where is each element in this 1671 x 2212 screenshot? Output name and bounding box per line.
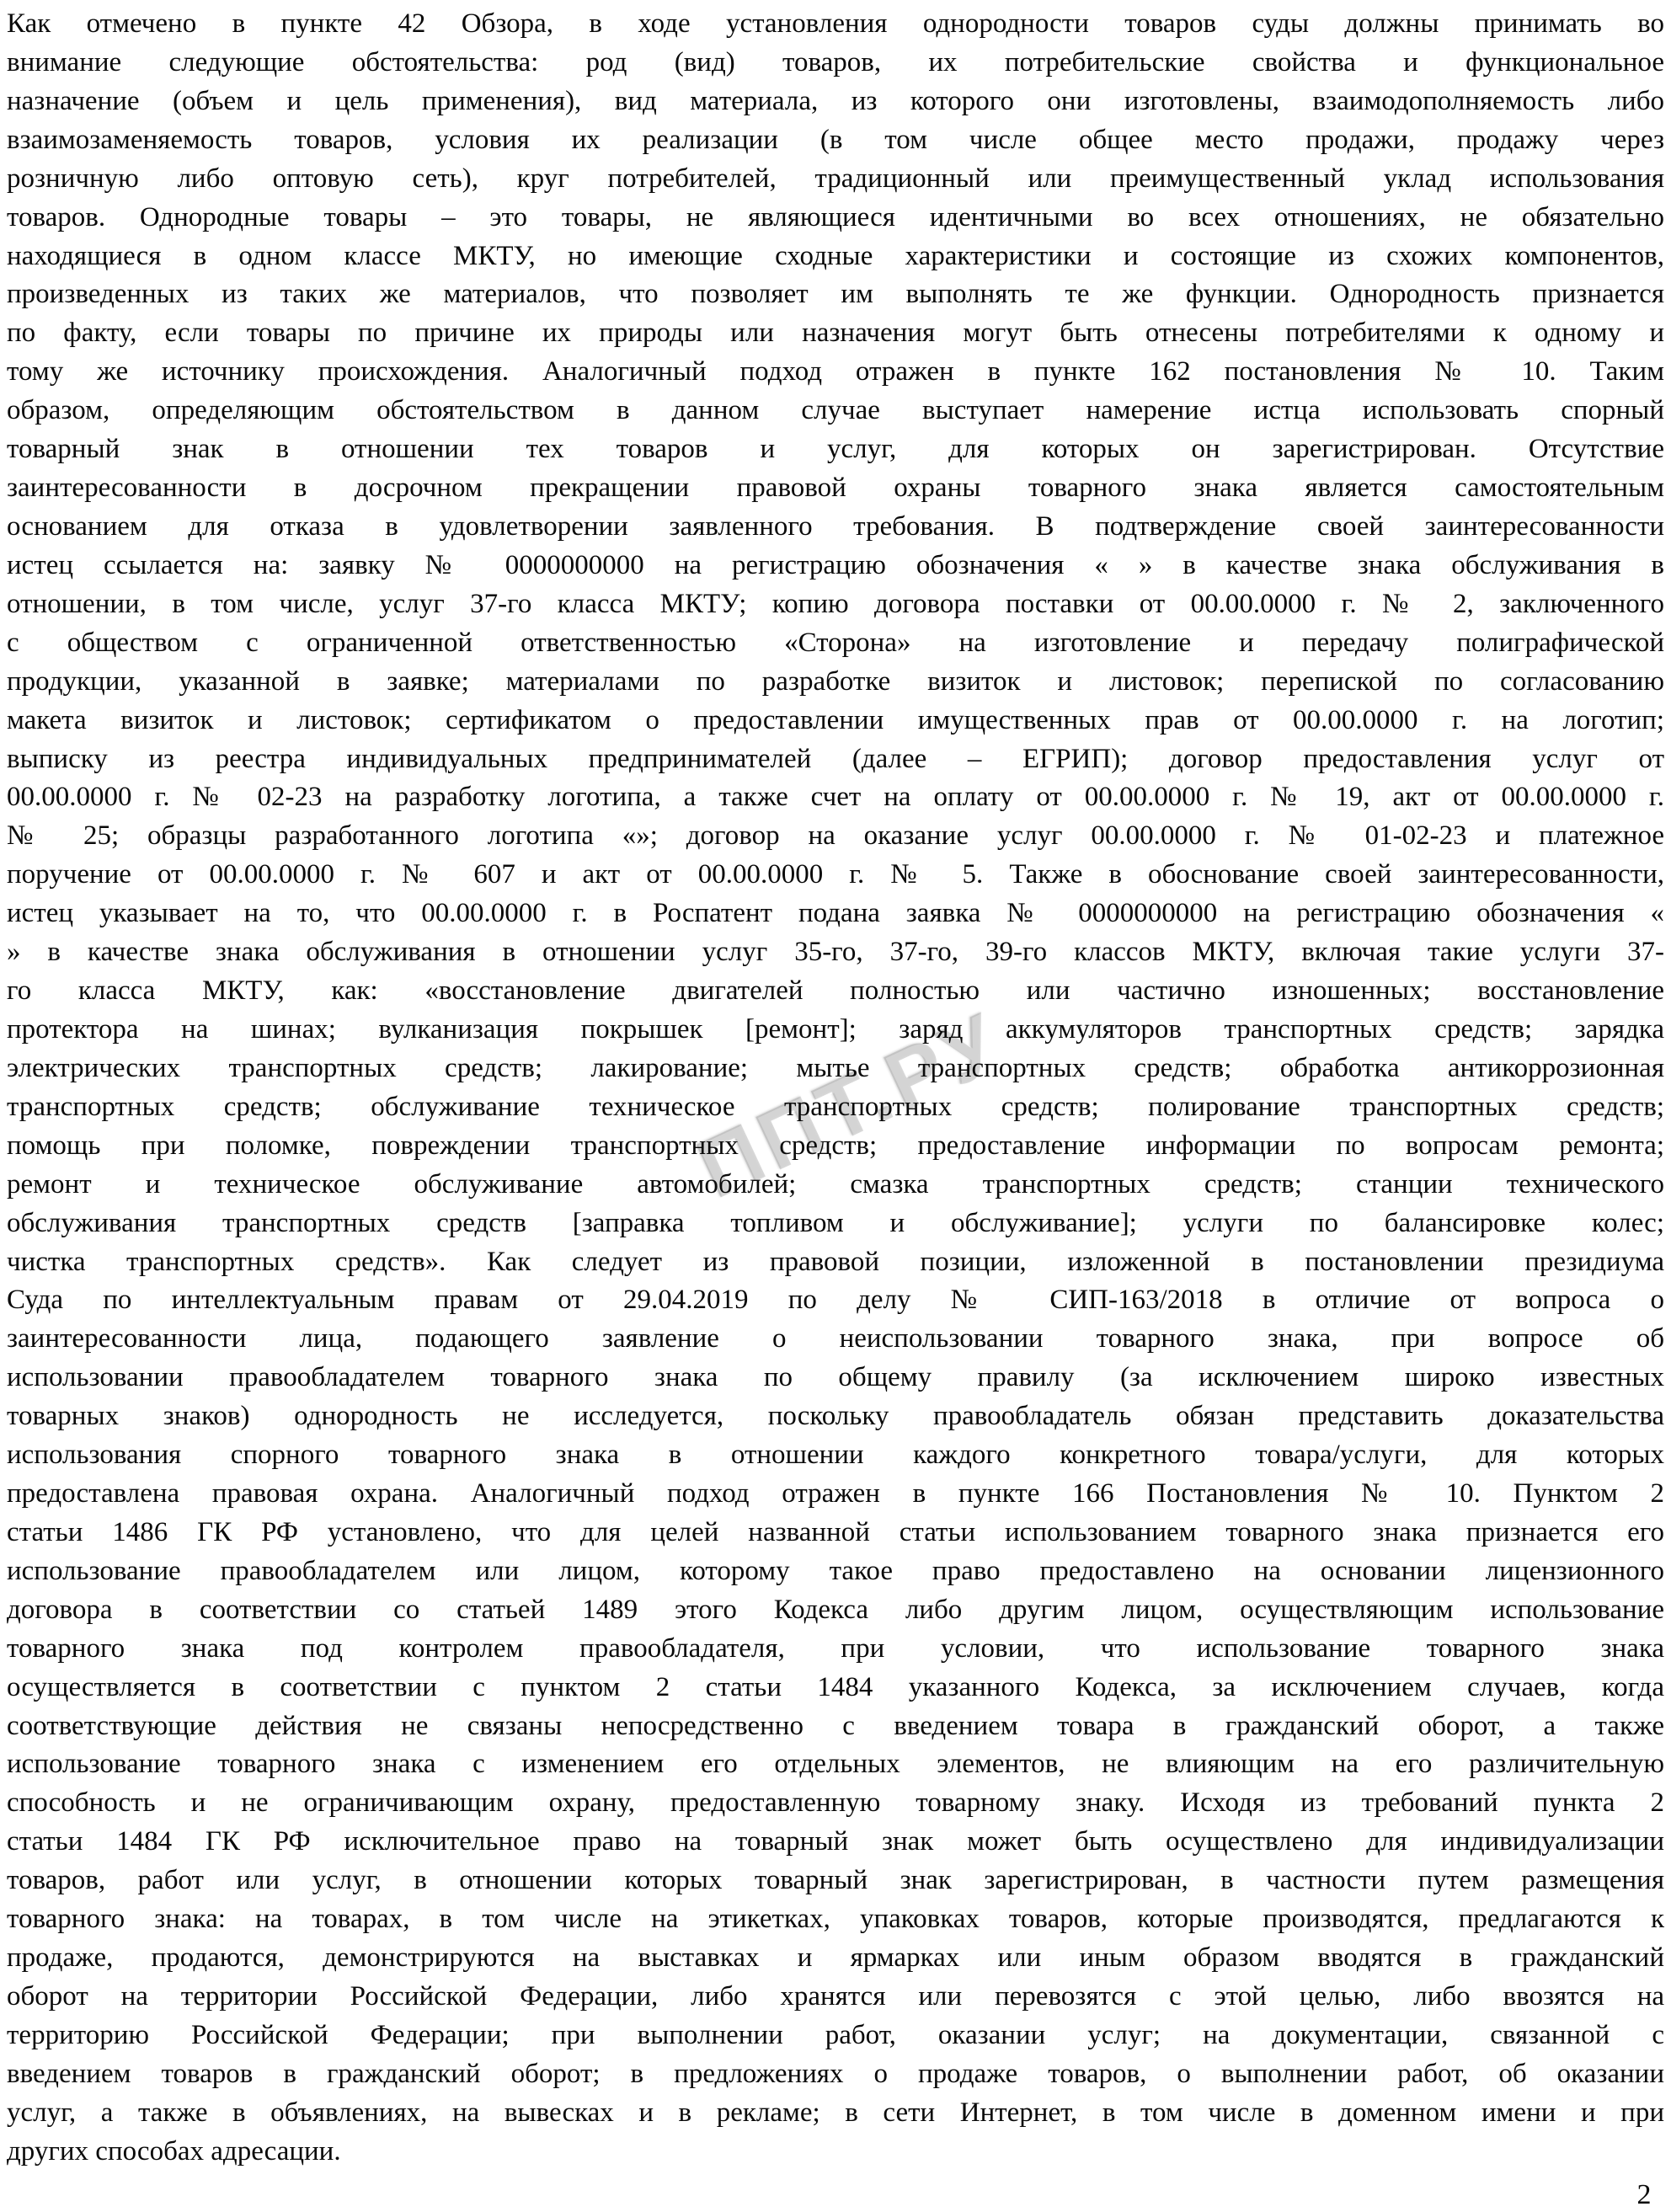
text-line: № 25; образцы разработанного логотипа «»; договор на оказание услуг 00.00.0000 г. № 01-02-23 и платежное (7, 820, 1664, 852)
text-line: товарных знаков) однородность не исследуется, поскольку правообладатель обязан представить доказательства (7, 1401, 1664, 1432)
text-line: других способах адресации. (7, 2135, 341, 2167)
text-line: основанием для отказа в удовлетворении заявленного требования. В подтверждение своей заинтересованности (7, 510, 1664, 542)
text-line: с обществом с ограниченной ответственностью «Сторона» на изготовление и передачу полиграфической (7, 627, 1664, 658)
text-line: заинтересованности лица, подающего заявление о неиспользовании товарного знака, при вопросе об (7, 1323, 1664, 1354)
text-line: Суда по интеллектуальным правам от 29.04.2019 по делу № СИП-163/2018 в отличие от вопроса о (7, 1285, 1664, 1316)
text-line: товаров. Однородные товары – это товары, не являющиеся идентичными во всех отношениях, не обязательно (7, 201, 1664, 232)
text-line: использовании правообладателем товарного знака по общему правилу (за исключением широко известных (7, 1362, 1664, 1393)
text-line: находящиеся в одном классе МКТУ, но имеющие сходные характеристики и состоящие из схожих компонентов, (7, 240, 1664, 271)
text-line: продаже, продаются, демонстрируются на выставках и ярмарках или иным образом вводятся в гражданский (7, 1942, 1664, 1974)
text-line: внимание следующие обстоятельства: род (вид) товаров, их потребительские свойства и функциональное (7, 46, 1664, 77)
text-line: введением товаров в гражданский оборот; в предложениях о продаже товаров, о выполнении работ, об оказании (7, 2058, 1664, 2089)
text-line: чистка транспортных средств». Как следует из правовой позиции, изложенной в постановлении президиума (7, 1246, 1664, 1277)
text-line: статьи 1484 ГК РФ исключительное право на товарный знак может быть осуществлено для индивидуализации (7, 1826, 1664, 1857)
text-line: территорию Российской Федерации; при выполнении работ, оказании услуг; на документации, связанной с (7, 2019, 1664, 2050)
text-line: статьи 1486 ГК РФ установлено, что для целей названной статьи использованием товарного знака признается его (7, 1516, 1664, 1547)
text-line: соответствующие действия не связаны непосредственно с введением товара в гражданский оборот, а также (7, 1710, 1664, 1741)
text-line: товарного знака под контролем правообладателя, при условии, что использование товарного знака (7, 1632, 1664, 1664)
text-line: способность и не ограничивающим охрану, предоставленную товарному знаку. Исходя из требований пункта 2 (7, 1787, 1664, 1819)
text-line: заинтересованности в досрочном прекращении правовой охраны товарного знака является самостоятельным (7, 473, 1664, 504)
text-line: выписку из реестра индивидуальных предпринимателей (далее – ЕГРИП); договор предоставления услуг от (7, 743, 1664, 774)
text-line: назначение (объем и цель применения), вид материала, из которого они изготовлены, взаимодополняемость либо (7, 85, 1664, 116)
text-line: по факту, если товары по причине их природы или назначения могут быть отнесены потребителями к одному и (7, 318, 1664, 349)
text-line: помощь при поломке, повреждении транспортных средств; предоставление информации по вопросам ремонта; (7, 1130, 1664, 1161)
text-line: го класса МКТУ, как: «восстановление двигателей полностью или частично изношенных; восстановление (7, 975, 1664, 1007)
text-line: макета визиток и листовок; сертификатом о предоставлении имущественных прав от 00.00.0000 г. на логотип; (7, 704, 1664, 735)
text-line: истец ссылается на: заявку № 0000000000 на регистрацию обозначения « » в качестве знака обслуживания в (7, 549, 1664, 580)
text-line: предоставлена правовая охрана. Аналогичный подход отражен в пункте 166 Постановления № 10. Пунктом 2 (7, 1478, 1664, 1509)
text-line: товаров, работ или услуг, в отношении которых товарный знак зарегистрирован, в частности путем размещения (7, 1865, 1664, 1896)
text-line: договора в соответствии со статьей 1489 этого Кодекса либо другим лицом, осуществляющим использование (7, 1594, 1664, 1625)
text-line: осуществляется в соответствии с пунктом 2 статьи 1484 указанного Кодекса, за исключением случаев, когда (7, 1671, 1664, 1702)
text-line: Как отмечено в пункте 42 Обзора, в ходе установления однородности товаров суды должны принимать во (7, 8, 1664, 39)
text-line: поручение от 00.00.0000 г. № 607 и акт от 00.00.0000 г. № 5. Также в обоснование своей заинтересованности, (7, 859, 1664, 890)
text-line: услуг, а также в объявлениях, на вывесках и в рекламе; в сети Интернет, в том числе в доменном имени и при (7, 2097, 1664, 2128)
text-line: использования спорного товарного знака в отношении каждого конкретного товара/услуги, для которых (7, 1440, 1664, 1471)
text-line: истец указывает на то, что 00.00.0000 г. в Роспатент подана заявка № 0000000000 на регистрацию обозначения « (7, 898, 1664, 929)
text-line: использование правообладателем или лицом, которому такое право предоставлено на основании лицензионного (7, 1555, 1664, 1586)
text-line: » в качестве знака обслуживания в отношении услуг 35-го, 37-го, 39-го классов МКТУ, включая такие услуги 37- (7, 937, 1664, 968)
text-line: ремонт и техническое обслуживание автомобилей; смазка транспортных средств; станции технического (7, 1168, 1664, 1200)
page-number: 2 (1636, 2179, 1652, 2210)
ppt-ru-watermark: ППТ.РУ (683, 993, 1017, 1217)
text-line: 00.00.0000 г. № 02-23 на разработку логотипа, а также счет на оплату от 00.00.0000 г. № 19, акт от 00.00.0000 г. (7, 782, 1664, 813)
text-line: использование товарного знака с изменением его отдельных элементов, не влияющим на его различительную (7, 1749, 1664, 1780)
text-line: тому же источнику происхождения. Аналогичный подход отражен в пункте 162 постановления № 10. Таким (7, 356, 1664, 387)
text-line: отношении, в том числе, услуг 37-го класса МКТУ; копию договора поставки от 00.00.0000 г. № 2, заключенного (7, 588, 1664, 619)
text-line: продукции, указанной в заявке; материалами по разработке визиток и листовок; перепиской по согласованию (7, 665, 1664, 697)
document-text-block (7, 5, 1664, 2172)
text-line: произведенных из таких же материалов, что позволяет им выполнять те же функции. Однородность признается (7, 279, 1664, 310)
text-line: товарный знак в отношении тех товаров и услуг, для которых он зарегистрирован. Отсутствие (7, 434, 1664, 465)
text-line: розничную либо оптовую сеть), круг потребителей, традиционный или преимущественный уклад использования (7, 163, 1664, 194)
text-line: электрических транспортных средств; лакирование; мытье транспортных средств; обработка антикоррозионная (7, 1052, 1664, 1083)
text-line: товарного знака: на товарах, в том числе на этикетках, упаковках товаров, которые производятся, предлагаются к (7, 1904, 1664, 1935)
text-line: транспортных средств; обслуживание техническое транспортных средств; полирование транспортных средств; (7, 1091, 1664, 1122)
text-line: протектора на шинах; вулканизация покрышек [ремонт]; заряд аккумуляторов транспортных средств; зарядка (7, 1013, 1664, 1045)
text-line: оборот на территории Российской Федерации, либо хранятся или перевозятся с этой целью, либо ввозятся на (7, 1981, 1664, 2012)
text-line: обслуживания транспортных средств [заправка топливом и обслуживание]; услуги по балансировке колес; (7, 1207, 1664, 1238)
text-line: взаимозаменяемость товаров, условия их реализации (в том числе общее место продажи, продажу через (7, 124, 1664, 155)
text-line: образом, определяющим обстоятельством в данном случае выступает намерение истца использовать спорный (7, 395, 1664, 426)
